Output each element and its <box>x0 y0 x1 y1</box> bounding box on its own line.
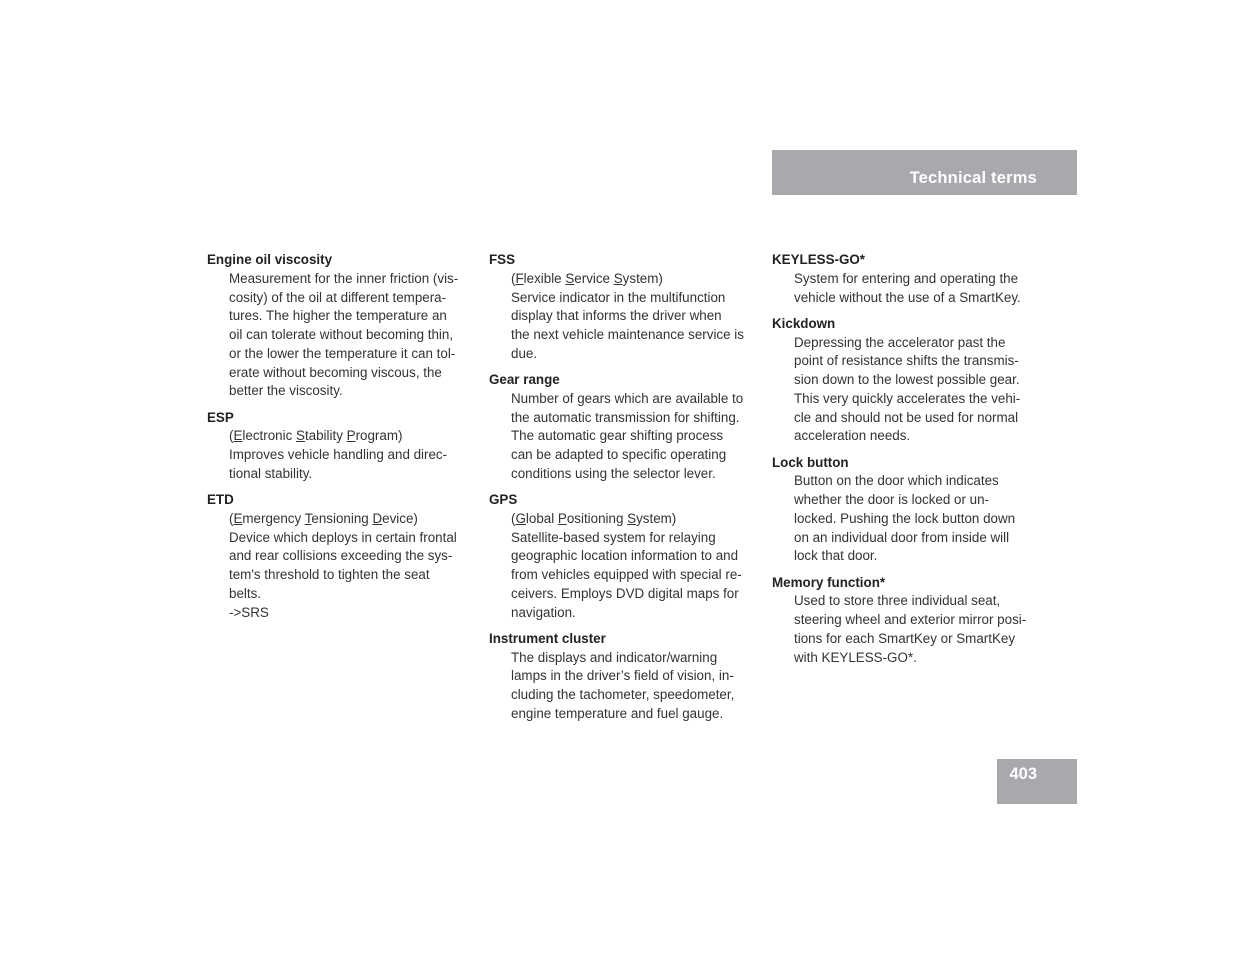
definition-line: ->SRS <box>229 604 269 620</box>
definition-line: lock that door. <box>794 548 878 564</box>
definition-line: Number of gears which are available to <box>511 390 744 406</box>
definition-line: better the viscosity. <box>229 383 343 399</box>
glossary-term: FSS <box>489 252 516 267</box>
definition-line: Improves vehicle handling and direc- <box>229 447 448 462</box>
definition-line: whether the door is locked or un- <box>794 492 990 507</box>
definition-line: The automatic gear shifting process <box>511 428 724 444</box>
glossary-column-1 <box>207 251 475 630</box>
definition-line: the automatic transmission for shifting. <box>511 409 740 425</box>
glossary-definition <box>489 649 757 724</box>
page-number-box <box>997 759 1077 804</box>
glossary-term: Instrument cluster <box>489 630 606 646</box>
definition-line: lamps in the driver’s field of vision, in- <box>511 668 734 684</box>
glossary-definition <box>207 510 475 623</box>
definition-line: This very quickly accelerates the vehi- <box>794 390 1021 406</box>
glossary-entry <box>489 491 757 622</box>
glossary-entry <box>207 491 475 622</box>
glossary-entry <box>772 454 1040 567</box>
glossary-entry <box>772 251 1040 307</box>
definition-line: conditions using the selector lever. <box>511 465 716 481</box>
glossary-term: ETD <box>207 492 234 507</box>
page-number: 403 <box>1009 765 1037 783</box>
glossary-definition <box>772 472 1040 566</box>
definition-line: tures. The higher the temperature an <box>229 308 447 324</box>
section-header <box>772 150 1077 195</box>
glossary-term: Kickdown <box>772 315 836 331</box>
definition-line: (Global Positioning System) <box>511 510 677 526</box>
definition-line: Satellite-based system for relaying <box>511 529 716 545</box>
glossary-entry <box>207 409 475 484</box>
definition-line: the next vehicle maintenance service is <box>511 327 744 342</box>
glossary-term: Memory function* <box>772 574 886 590</box>
glossary-entry <box>207 251 475 401</box>
definition-line: can be adapted to specific operating <box>511 447 727 462</box>
definition-line: sion down to the lowest possible gear. <box>794 372 1020 387</box>
definition-line: (Electronic Stability Program) <box>229 428 403 444</box>
definition-line: locked. Pushing the lock button down <box>794 510 1016 526</box>
definition-line: on an individual door from inside will <box>794 529 1010 545</box>
glossary-term: KEYLESS-GO* <box>772 252 866 267</box>
definition-line: cle and should not be used for normal <box>794 409 1019 425</box>
definition-line: Device which deploys in certain frontal <box>229 529 457 545</box>
definition-line: vehicle without the use of a SmartKey. <box>794 289 1021 305</box>
glossary-term: Lock button <box>772 454 849 470</box>
definition-line: acceleration needs. <box>794 428 911 444</box>
definition-line: or the lower the temperature it can tol- <box>229 345 456 361</box>
glossary-definition <box>489 510 757 623</box>
definition-line: (Flexible Service System) <box>511 270 663 286</box>
definition-line: tions for each SmartKey or SmartKey <box>794 630 1016 646</box>
definition-line: from vehicles equipped with special re- <box>511 567 742 582</box>
glossary-entry <box>489 251 757 364</box>
glossary-term: Gear range <box>489 372 560 387</box>
definition-line: display that informs the driver when <box>511 308 722 324</box>
glossary-entry <box>489 630 757 724</box>
glossary-column-3 <box>772 251 1040 675</box>
definition-line: engine temperature and fuel gauge. <box>511 705 724 721</box>
definition-line: System for entering and operating the <box>794 270 1019 286</box>
glossary-entry <box>772 574 1040 668</box>
definition-line: and rear collisions exceeding the sys- <box>229 548 453 564</box>
glossary-term: Engine oil viscosity <box>207 252 333 267</box>
definition-line: The displays and indicator/warning <box>511 649 718 665</box>
glossary-definition <box>772 270 1040 308</box>
definition-line: Depressing the accelerator past the <box>794 334 1006 350</box>
glossary-column-2 <box>489 251 757 731</box>
glossary-definition <box>489 390 757 484</box>
definition-line: cluding the tachometer, speedometer, <box>511 687 735 702</box>
definition-line: Measurement for the inner friction (vis- <box>229 270 459 286</box>
definition-line: Button on the door which indicates <box>794 473 999 489</box>
definition-line: oil can tolerate without becoming thin, <box>229 327 454 342</box>
definition-line: Service indicator in the multifunction <box>511 289 726 305</box>
definition-line: point of resistance shifts the transmis- <box>794 353 1019 369</box>
definition-line: with KEYLESS-GO*. <box>794 649 917 665</box>
definition-line: geographic location information to and <box>511 548 739 564</box>
glossary-term: GPS <box>489 492 518 507</box>
definition-line: navigation. <box>511 604 576 620</box>
glossary-definition <box>207 427 475 483</box>
glossary-definition <box>489 270 757 364</box>
glossary-entry <box>489 371 757 484</box>
glossary-term: ESP <box>207 409 234 425</box>
definition-line: (Emergency Tensioning Device) <box>229 510 418 526</box>
definition-line: Used to store three individual seat, <box>794 593 1001 609</box>
definition-line: tional stability. <box>229 465 313 481</box>
definition-line: erate without becoming viscous, the <box>229 364 442 380</box>
definition-line: due. <box>511 345 538 361</box>
definition-line: belts. <box>229 585 262 601</box>
section-title: Technical terms <box>909 169 1037 187</box>
glossary-definition <box>207 270 475 401</box>
definition-line: tem's threshold to tighten the seat <box>229 567 430 582</box>
definition-line: ceivers. Employs DVD digital maps for <box>511 585 739 601</box>
definition-line: steering wheel and exterior mirror posi- <box>794 612 1027 627</box>
glossary-definition <box>772 592 1040 667</box>
glossary-definition <box>772 334 1040 447</box>
definition-line: cosity) of the oil at different tempera- <box>229 289 447 305</box>
glossary-entry <box>772 315 1040 446</box>
